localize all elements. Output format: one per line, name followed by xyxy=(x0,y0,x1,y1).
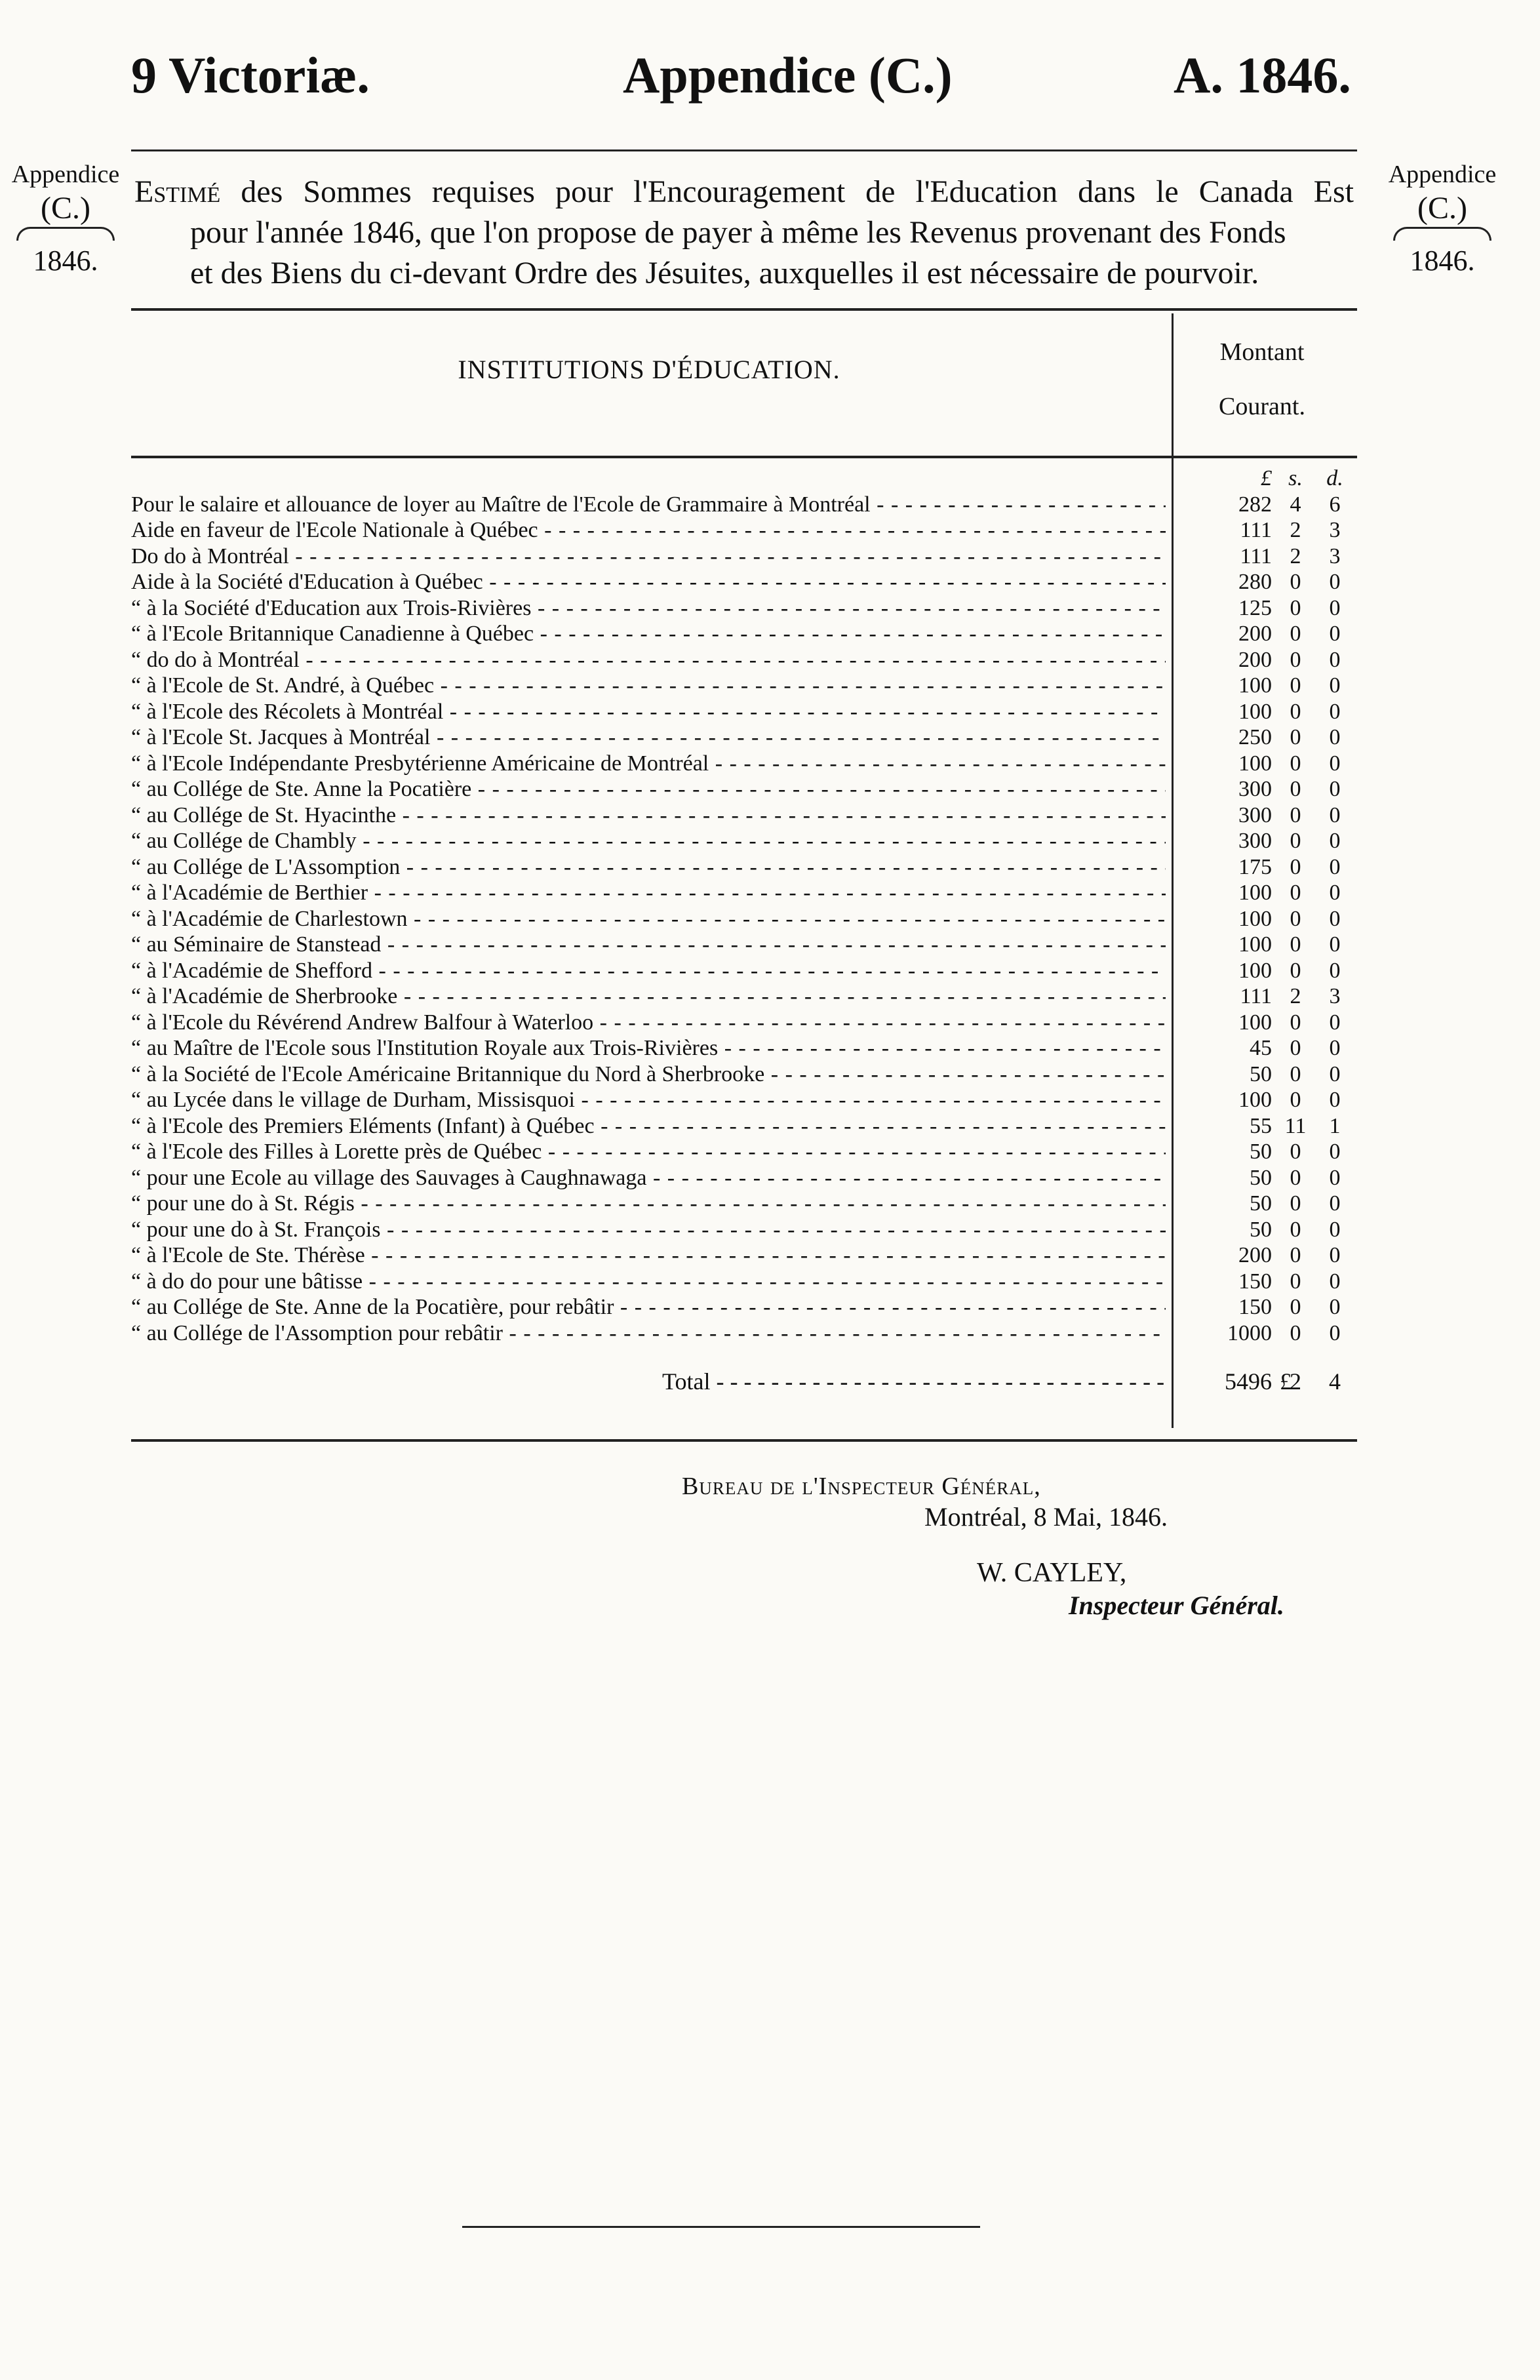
row-pounds: 150 xyxy=(1238,1269,1272,1294)
row-pounds: 50 xyxy=(1250,1165,1272,1190)
row-pence: 0 xyxy=(1329,725,1341,749)
row-shillings: 2 xyxy=(1290,518,1301,542)
table-row xyxy=(131,699,1357,725)
row-shillings: 0 xyxy=(1290,751,1301,776)
table-row xyxy=(131,1010,1357,1036)
row-shillings: 0 xyxy=(1290,906,1301,931)
row-label: “ à la Société d'Education aux Trois-Rivières - - - xyxy=(131,595,1166,622)
margin-note-year: 1846. xyxy=(1410,245,1475,277)
row-pounds: 50 xyxy=(1250,1061,1272,1086)
row-label: “ au Collége de Chambly - - - xyxy=(131,828,1166,854)
row-shillings: 0 xyxy=(1290,932,1301,957)
row-pounds: 111 xyxy=(1240,984,1272,1008)
margin-note-left xyxy=(7,157,125,278)
unit-pounds: £ xyxy=(1261,466,1272,490)
row-label: Aide à la Société d'Education à Québec - - - xyxy=(131,569,1166,595)
row-label: “ à l'Académie de Charlestown - - - xyxy=(131,906,1166,932)
row-pounds: 100 xyxy=(1238,751,1272,776)
row-pounds: 1000 xyxy=(1227,1320,1272,1345)
row-pounds: 100 xyxy=(1238,906,1272,931)
row-pence: 0 xyxy=(1329,699,1341,724)
row-pence: 1 xyxy=(1329,1113,1341,1138)
row-pounds: 100 xyxy=(1238,699,1272,724)
running-head-center: Appendice (C.) xyxy=(623,47,953,104)
row-shillings: 2 xyxy=(1290,544,1301,568)
intro-line-3: et des Biens du ci-devant Ordre des Jésuites, auxquelles il est nécessaire de pourvoir. xyxy=(190,256,1259,290)
row-pence: 0 xyxy=(1329,622,1341,646)
row-shillings: 0 xyxy=(1290,673,1301,698)
row-pounds: 150 xyxy=(1238,1295,1272,1319)
table-row xyxy=(131,673,1357,699)
row-pence: 3 xyxy=(1329,544,1341,568)
row-shillings: 0 xyxy=(1290,1217,1301,1242)
row-label: “ au Collége de Ste. Anne la Pocatière - - - xyxy=(131,776,1166,803)
row-pence: 0 xyxy=(1329,958,1341,983)
table-row xyxy=(131,595,1357,622)
running-head-left: 9 Victoriæ. xyxy=(131,47,370,104)
row-pounds: 200 xyxy=(1238,622,1272,646)
row-pence: 0 xyxy=(1329,1140,1341,1164)
row-pence: 0 xyxy=(1329,777,1341,801)
row-pounds: 100 xyxy=(1238,1088,1272,1112)
total-row xyxy=(131,1362,1357,1401)
row-pounds: 50 xyxy=(1250,1140,1272,1164)
table-row xyxy=(131,621,1357,647)
row-label: “ à l'Ecole Indépendante Presbytérienne Américaine de Montréal - - - xyxy=(131,751,1166,777)
row-pence: 0 xyxy=(1329,932,1341,957)
row-shillings: 0 xyxy=(1290,1165,1301,1190)
table-row xyxy=(131,751,1357,777)
row-pence: 0 xyxy=(1329,829,1341,853)
row-pounds: 100 xyxy=(1238,958,1272,983)
row-pence: 0 xyxy=(1329,803,1341,827)
row-pounds: 125 xyxy=(1238,595,1272,620)
row-label: “ au Maître de l'Ecole sous l'Institution Royale aux Trois-Rivières - - - xyxy=(131,1035,1166,1061)
margin-note-label: Appendice xyxy=(11,161,120,188)
row-label: “ pour une Ecole au village des Sauvages à Caughnawaga - - - xyxy=(131,1165,1166,1191)
row-label: “ pour une do à St. Régis - - - xyxy=(131,1191,1166,1217)
table-row xyxy=(131,1139,1357,1165)
row-pence: 0 xyxy=(1329,595,1341,620)
bureau-line: Bureau de l'Inspecteur Général, xyxy=(682,1473,1041,1500)
table-row xyxy=(131,1269,1357,1295)
row-pounds: 282 xyxy=(1238,492,1272,517)
table-row xyxy=(131,1217,1357,1243)
intro-rule xyxy=(131,308,1357,311)
table-row xyxy=(131,803,1357,829)
table-row xyxy=(131,1087,1357,1113)
row-shillings: 0 xyxy=(1290,1269,1301,1294)
row-shillings: 0 xyxy=(1290,622,1301,646)
row-shillings: 0 xyxy=(1290,1036,1301,1060)
total-pounds: 5496 xyxy=(1225,1368,1272,1395)
row-pounds: 100 xyxy=(1238,1010,1272,1035)
amount-column-header-line-2: Courant. xyxy=(1219,393,1305,420)
institutions-column-header: INSTITUTIONS D'ÉDUCATION. xyxy=(458,355,840,384)
row-pounds: 111 xyxy=(1240,544,1272,568)
row-label: “ à do do pour une bâtisse - - - xyxy=(131,1269,1166,1295)
brace-icon xyxy=(1393,227,1491,243)
row-pence: 0 xyxy=(1329,1243,1341,1267)
table-row xyxy=(131,1294,1357,1320)
row-label: “ au Séminaire de Stanstead - - - xyxy=(131,932,1166,958)
table-row xyxy=(131,1035,1357,1061)
margin-note-letter: (C.) xyxy=(41,191,90,226)
row-label: “ à l'Académie de Sherbrooke - - - xyxy=(131,983,1166,1010)
row-pence: 0 xyxy=(1329,1061,1341,1086)
row-shillings: 0 xyxy=(1290,1243,1301,1267)
row-shillings: 0 xyxy=(1290,1140,1301,1164)
row-pounds: 200 xyxy=(1238,1243,1272,1267)
row-pounds: 111 xyxy=(1240,518,1272,542)
row-shillings: 0 xyxy=(1290,777,1301,801)
row-shillings: 0 xyxy=(1290,1061,1301,1086)
brace-icon xyxy=(16,227,115,243)
row-shillings: 0 xyxy=(1290,854,1301,879)
row-shillings: 0 xyxy=(1290,1191,1301,1216)
amount-column-header-line-1: Montant xyxy=(1219,338,1305,366)
row-pence: 0 xyxy=(1329,1088,1341,1112)
row-pence: 0 xyxy=(1329,881,1341,905)
intro-first-word: Estimé xyxy=(134,174,221,209)
row-pence: 0 xyxy=(1329,1320,1341,1345)
row-shillings: 0 xyxy=(1290,1320,1301,1345)
header-rule xyxy=(131,149,1357,151)
table-row xyxy=(131,724,1357,751)
row-label: “ à l'Ecole de Ste. Thérèse - - - xyxy=(131,1242,1166,1269)
row-pounds: 300 xyxy=(1238,803,1272,827)
row-pounds: 45 xyxy=(1250,1036,1272,1060)
row-label: “ à l'Ecole des Récolets à Montréal - - - xyxy=(131,699,1166,725)
row-pounds: 200 xyxy=(1238,647,1272,672)
margin-note-letter: (C.) xyxy=(1417,191,1467,226)
row-label: Aide en faveur de l'Ecole Nationale à Québec - - - xyxy=(131,517,1166,544)
row-label: “ au Lycée dans le village de Durham, Missisquoi - - - xyxy=(131,1087,1166,1113)
row-label: “ pour une do à St. François - - - xyxy=(131,1217,1166,1243)
row-pence: 3 xyxy=(1329,518,1341,542)
row-pounds: 100 xyxy=(1238,673,1272,698)
table-row xyxy=(131,492,1357,518)
table-row xyxy=(131,1061,1357,1088)
row-pence: 3 xyxy=(1329,984,1341,1008)
unit-pence: d. xyxy=(1326,466,1343,490)
units-row xyxy=(131,466,1357,492)
table-row xyxy=(131,983,1357,1010)
margin-note-label: Appendice xyxy=(1388,161,1497,188)
row-pence: 0 xyxy=(1329,1165,1341,1190)
margin-note-right xyxy=(1383,157,1501,278)
table-row xyxy=(131,1165,1357,1191)
table-bottom-rule xyxy=(131,1439,1357,1442)
row-pence: 0 xyxy=(1329,1191,1341,1216)
row-label: “ au Collége de St. Hyacinthe - - - xyxy=(131,803,1166,829)
table-row xyxy=(131,544,1357,570)
table-row xyxy=(131,828,1357,854)
row-pence: 0 xyxy=(1329,906,1341,931)
row-pounds: 50 xyxy=(1250,1191,1272,1216)
row-pounds: 50 xyxy=(1250,1217,1272,1242)
row-label: “ au Collége de Ste. Anne de la Pocatière, pour rebâtir - - - xyxy=(131,1294,1166,1320)
row-shillings: 0 xyxy=(1290,699,1301,724)
table-row xyxy=(131,1191,1357,1217)
row-pence: 0 xyxy=(1329,647,1341,672)
table-row xyxy=(131,932,1357,958)
row-shillings: 2 xyxy=(1290,984,1301,1008)
row-label: “ à l'Ecole des Filles à Lorette près de Québec - - - xyxy=(131,1139,1166,1165)
institutions-table xyxy=(131,466,1357,1401)
row-shillings: 0 xyxy=(1290,595,1301,620)
row-pence: 0 xyxy=(1329,751,1341,776)
row-label: “ à l'Académie de Berthier - - - xyxy=(131,880,1166,906)
row-label: “ à l'Académie de Shefford - - - xyxy=(131,958,1166,984)
row-shillings: 0 xyxy=(1290,647,1301,672)
table-row xyxy=(131,854,1357,881)
row-pence: 0 xyxy=(1329,854,1341,879)
row-shillings: 0 xyxy=(1290,1088,1301,1112)
row-shillings: 11 xyxy=(1284,1113,1307,1138)
row-pence: 0 xyxy=(1329,1010,1341,1035)
row-shillings: 0 xyxy=(1290,829,1301,853)
table-row xyxy=(131,1242,1357,1269)
row-shillings: 0 xyxy=(1290,881,1301,905)
row-pounds: 100 xyxy=(1238,932,1272,957)
bottom-rule xyxy=(462,2226,980,2228)
row-shillings: 0 xyxy=(1290,1010,1301,1035)
row-label: Pour le salaire et allouance de loyer au Maître de l'Ecole de Grammaire à Montréal - - - xyxy=(131,492,1166,518)
total-currency: £ xyxy=(1280,1368,1292,1395)
row-pounds: 280 xyxy=(1238,570,1272,594)
margin-note-year: 1846. xyxy=(33,245,98,277)
row-pence: 0 xyxy=(1329,1295,1341,1319)
row-label: “ au Collége de L'Assomption - - - xyxy=(131,854,1166,881)
row-label: “ au Collége de l'Assomption pour rebâtir - - - xyxy=(131,1320,1166,1347)
row-pence: 6 xyxy=(1329,492,1341,517)
row-shillings: 0 xyxy=(1290,958,1301,983)
row-shillings: 0 xyxy=(1290,725,1301,749)
running-head-right: A. 1846. xyxy=(1174,47,1351,104)
table-row xyxy=(131,1113,1357,1140)
row-pounds: 300 xyxy=(1238,777,1272,801)
row-pounds: 100 xyxy=(1238,881,1272,905)
row-shillings: 4 xyxy=(1290,492,1301,517)
intro-line-1: des Sommes requises pour l'Encouragement de l'Education dans le Canada Est xyxy=(220,174,1354,209)
row-pounds: 300 xyxy=(1238,829,1272,853)
row-pence: 0 xyxy=(1329,570,1341,594)
row-label: “ à l'Ecole St. Jacques à Montréal - - - xyxy=(131,724,1166,751)
row-shillings: 0 xyxy=(1290,803,1301,827)
table-header-rule xyxy=(131,456,1357,458)
table-row xyxy=(131,906,1357,932)
place-date: Montréal, 8 Mai, 1846. xyxy=(924,1502,1168,1532)
signatory-title: Inspecteur Général. xyxy=(1069,1591,1284,1620)
row-pounds: 175 xyxy=(1238,854,1272,879)
row-shillings: 0 xyxy=(1290,1295,1301,1319)
signatory-name: W. CAYLEY, xyxy=(977,1558,1127,1588)
row-pence: 0 xyxy=(1329,1217,1341,1242)
table-row xyxy=(131,517,1357,544)
table-row xyxy=(131,647,1357,673)
intro-line-2: pour l'année 1846, que l'on propose de payer à même les Revenus provenant des Fonds xyxy=(190,215,1286,250)
intro-paragraph xyxy=(134,172,1354,294)
row-pence: 0 xyxy=(1329,1269,1341,1294)
row-label: “ à l'Ecole de St. André, à Québec - - - xyxy=(131,673,1166,699)
table-row xyxy=(131,776,1357,803)
row-shillings: 0 xyxy=(1290,570,1301,594)
total-shillings: 2 xyxy=(1290,1368,1301,1395)
row-pence: 0 xyxy=(1329,1036,1341,1060)
table-row xyxy=(131,1320,1357,1347)
row-label: “ à l'Ecole Britannique Canadienne à Québec - - - xyxy=(131,621,1166,647)
total-pence: 4 xyxy=(1329,1368,1341,1395)
row-label: “ à l'Ecole des Premiers Eléments (Infant) à Québec - - - xyxy=(131,1113,1166,1140)
total-label: Total - - - xyxy=(662,1362,1166,1401)
row-pounds: 250 xyxy=(1238,725,1272,749)
row-label: “ à la Société de l'Ecole Américaine Britannique du Nord à Sherbrooke - - - xyxy=(131,1061,1166,1088)
table-row xyxy=(131,880,1357,906)
table-row xyxy=(131,569,1357,595)
row-label: “ à l'Ecole du Révérend Andrew Balfour à Waterloo - - - xyxy=(131,1010,1166,1036)
row-label: Do do à Montréal - - - xyxy=(131,544,1166,570)
row-pounds: 55 xyxy=(1250,1113,1272,1138)
table-row xyxy=(131,958,1357,984)
unit-shillings: s. xyxy=(1288,466,1303,490)
row-pence: 0 xyxy=(1329,673,1341,698)
row-label: “ do do à Montréal - - - xyxy=(131,647,1166,673)
